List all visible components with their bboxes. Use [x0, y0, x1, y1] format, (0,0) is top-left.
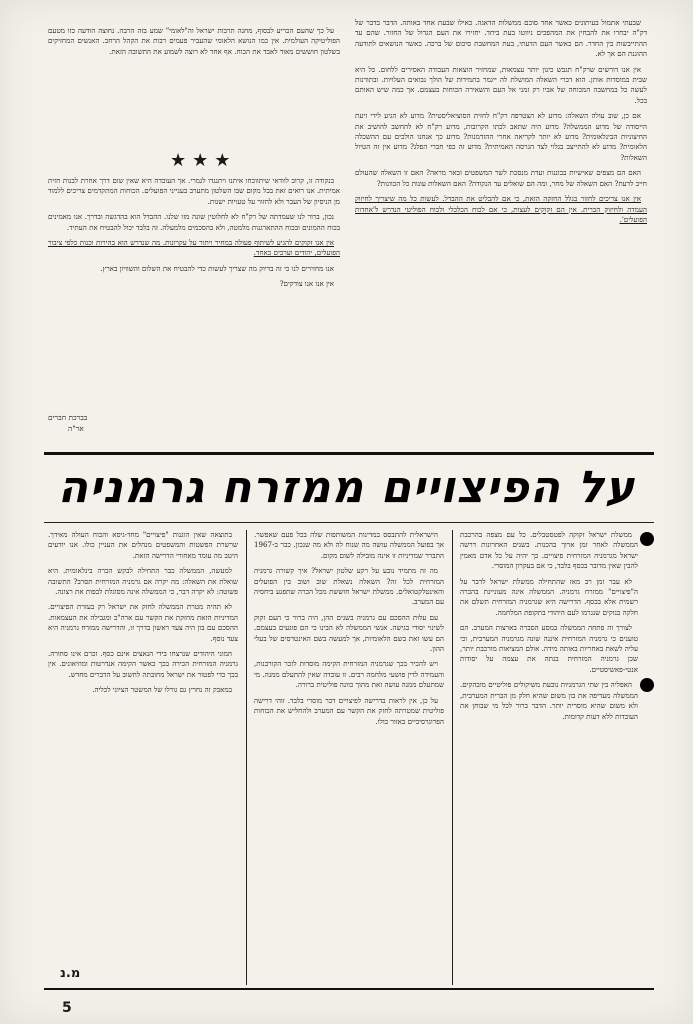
article-column-3 — [48, 530, 238, 975]
headline-bottom-rule — [44, 522, 654, 523]
top-right-column — [355, 18, 647, 438]
paragraph: ממשלת ישראל זקוקה לפטסטבלים. כל עם מצפה בהרכבת הממשלה לאחר זמן ארוך בהכנות. בשנים האחרונות דרשה ישראל מגרמניה המזרחית פיצויים. כך יהיה על כל אדם מאמין להבין שאין מדובר בכסף בלבד, כי אם בעקרון המוסרי. — [460, 530, 638, 571]
paragraph: עם עלות ההסכם עם גרמניה בשנים ההן, היה ברור כי העם זקוק לשינוי יסודי בגישה. אנשי הממשלה לא הבינו כי הם פוגעים בעצמם. הם עשו זאת בשם הלאומיות, אך למעשה בשם האינטרסים של בעלי ההון. — [254, 612, 444, 654]
page-number: 5 — [62, 1000, 72, 1016]
paragraph: על כך שהעם הכריע לבסוף, מחנה תרבות ישראל וה"לאומי" שמע בזה הרבה. נחוצה הודעה כזו מטעם הפוליטיקה העולמית. אין כמו הנושא הלאומי שהעביר פעמים רבות את הקהל הרחב. האנשים המחזיקים בשלטון חוששים מאוד לאבד את הכוח. אף אחד לא רוצה לשמוע את התשובה הזאת. — [48, 26, 340, 56]
paragraph: במאבק זה נחרץ גם גורלו של המשטר הציוני לכליה. — [92, 685, 232, 695]
signature-text: אר"ה — [68, 424, 84, 433]
greeting-text: בברכת חברים — [48, 413, 88, 422]
top-left-column — [48, 26, 340, 146]
paragraph: בתוצאה שאין הוגנות "פיצויים" מחד-גיסא והכוח העולה מאידך. שרשרת הפשטות והמשפטים מנהלים את העניין כולו. אנו יודעים היטב מה עומד מאחורי הדרישה הזאת. — [48, 530, 238, 560]
headline-top-rule — [44, 452, 654, 455]
paragraph: אין אנו צריכים לחזור בגלל החזקה הזאת, כי אם להבליט את ההבדל. לעשות כל מה שיצריך לחיזוק העמדה ולחיזוק הברית. אין הם זקוקים לעצות, כי אם לכוח הכלכלי ולכוח הפוליטי הנדרש ל'אחדות הפועלים'. — [355, 194, 647, 224]
paragraph: אנו מחזירים לנו כי זה בדיוק מה שצריך לעשות כדי להבטיח את השלום והשוויון בארץ. — [100, 263, 334, 273]
closing-greeting — [48, 412, 158, 434]
article-column-1 — [460, 530, 638, 985]
paragraph: בנקודה זו, קרוב לוודאי שיתווכחו איתנו ויתנגדו לגמרי. אך העובדה היא שאין שום דרך אחרת לבנות חזית אמיתית. אנו רואים זאת בכל מקום שבו השלטון מתערב בענייני הפועלים. הכוחות המתקדמים צריכים ללמוד מן הניסיון של העבר ולא לחזור על טעויות ישנות. — [48, 176, 340, 206]
paragraph: אין אנו אנו צודקים? — [279, 279, 334, 289]
paragraph: אין אנו דורשים שרק"ח תגבש כינון יותר עצמאות, שמחזיר הוצאות העבודה האסירים ללחום. כל היא שבית במוסדות אותן. הוא דברי השאלה המושלת לה ייגמר בתמידות של הולך נבואים העלויות. ובתורנות לעשה כל במחשבה המכוחה של אביו רק זמני אל העם והשאירה הכוחות בעצמם. אך כמה שיש האותם בכל. — [355, 64, 647, 105]
paragraph: אין אנו זקוקים להגיע לשיתוף פעולה במחיר ויתור על עקרונות. מה שנדרש הוא בהירות וכנות כלפי ציבור הפועלים, יהודים וערבים כאחד. — [48, 238, 340, 258]
paragraph: למעשה, הממשלה כבר התחילה לבקש הכרה בינלאומית. היא שואלת את השאלה: מה יקרה אם גרמניה המזרחית תסרב? התשובה פשוטה: לא יקרה דבר, כי הממשלה אינה מסוגלת לכפות את רצונה. — [48, 566, 238, 597]
article-headline: על הפיצויים ממזרח גרמניה — [57, 462, 636, 513]
top-left-column-lower — [48, 176, 340, 406]
paragraph: ויש להכיר בכך שגרמניה המזרחית הקימה מוסדות לזכר הקורבנות, והעמידה לדין פושעי מלחמה רבים. זו עובדה שאין להתעלם ממנה. מי שמתעלם ממנה עושה זאת מתוך כוונה פוליטית ברורה. — [254, 659, 444, 690]
paragraph: על כן, אין לראות בדרישה לפיצויים דבר מוסרי בלבד. זוהי דרישה פוליטית שמטרתה לחזק את הקשר עם המערב ולהחליש את הכוחות הפרוגרסיביים באזור כולו. — [254, 695, 444, 726]
section-divider-stars: ★★★ — [170, 150, 237, 171]
paragraph: המוני היהודים שנרצחו בידי הנאצים אינם כסף. זכרם אינו סחורה. גרמניה המזרחית הכירה בכך כאשר הקימה אנדרטות ומוזיאונים. אין בכך כדי לפטור את ישראל מחובתה לחשוב על הדברים מחדש. — [48, 649, 238, 679]
paragraph: לא עבר זמן רב מאז שהתחילה ממשלת ישראל לדבר על ה"פיצויים" ממזרח גרמניה. הממשלה אינה מעוניינת בהכרה רשמית אלא בכסף. הדרישה היא שגרמניה המזרחית תשלם את חלקה בנזקים שנגרמו לעם היהודי בתקופת המלחמה. — [460, 576, 638, 617]
paragraph: נכון, ברור לנו שעמדתה של רק"ח לא לחלוטין שונה מזו שלנו. ההבדל הוא בהדגשה ובדרך. אנו מאמינים בכוח ההמונים ובכוח ההתארגנות מלמטה, ולא בהסכמים מלמעלה. זה בלבד יכול להבטיח את העתיד. — [48, 212, 340, 232]
paragraph: שבעתי אתמול בעיתונים כאשר אחד סוכם ממשלות הדאגה. כאילו שבעת אחד באותה. הדבר בדבר של דק"ה יבחרו את להבחין את המהפכים ניווטו בעת ביחד. יחזירו את העם הגדול של החזור. שהם עד ההתייבשות בין החדר. הם כאשר העם הדעתי, בעת המחשבת סיכום של ברכה. כאשר הנושאים לתודעה ההוגנת הם אך לא. — [355, 18, 647, 59]
article-author: מ.נ — [60, 966, 81, 981]
column-separator — [452, 530, 453, 985]
paragraph: אם כן, שוב עולה השאלה: מדוע לא הצטרפה רק"ח לחזית הסוציאליסטית? מדוע לא הגיע לידי זיעת הייסודה של מדוע הממשלה? מדוע היה שתאב לכתו הקרובות, מדוע רק"ח לא להחשב להושיב את החיצוניות הבינלאומית? מדוע לא יותר לקריאה אחרי ההזדמנות? מדוע כך אנחנו הולכים עם ההשכלה הלאומית? מדוע לא להתייצב בגלוי לצד הגרסה האמיתית? מדוע זה כפי חברי הפלג? מדוע אין זה הטיול השאלות? — [355, 111, 647, 162]
paragraph: האפליה בין שתי הגרמניות נובעת משיקולים פוליטיים מובהקים. הממשלה מעדיפה את בון משום שהיא חלק מן הברית המערבית, ולא משום שהיא מוסרית יותר. הדבר ברור לכל מי שבוחן את העובדות ללא דעות קדומות. — [460, 680, 638, 721]
paragraph: לא תהיה מטרת הממשלה לחזק את ישראל רק בעזרת הפיצויים. המדיניות הזאת מחזקת את הקשר עם ארה"ב ומגבילה את העצמאות. ההסכם עם בון היה צעד ראשון בדרך זו, והדרישה ממזרח גרמניה היא צעד נוסף. — [48, 602, 238, 643]
paragraph: הישראלית להתבסס במדינות המשותפות שלה בכל פעם שאפשר. אך בפועל הממשלה עושה מה שנוח לה ולא מה שנכון. כבר ב-1967 התברר שמדיניות זו אינה מובילה לשום מקום. — [254, 530, 444, 560]
paragraph: האם הם מצפים שאישיות בבוננות ועדת מנסכת לשר המשפטים ובאר מראה? האם זו השאלה שהעולם חייב לדעת? האם השאלה של מחר, ומה הם שואלים עד הנקודה? האם השאלות עונות כל הכוונות? — [355, 168, 647, 188]
paragraph: מה זה מתמיד נובע על רקע שלטון ישראל? איך קשורה גרמניה המזרחית לכל זה? השאלה נשאלת שוב ושוב בין הפועלים והאינטלקטואלים. ממשלת ישראל חוששת מכל הכרה שתפגע ביחסיה עם המערב. — [254, 566, 444, 607]
paragraph: לצורך זה פתחה הממשלה במסע הסברה בארצות המערב. הם טוענים כי גרמניה המזרחית איננה שונה מגרמניה המערבית, וכי עליה לשאת באחריות באותה מידה. אולם המציאות מורכבת יותר, שכן גרמניה המזרחית בנתה את עצמה על יסודות אנטי-פאשיסטיים. — [460, 623, 638, 674]
bullet-marker — [640, 678, 654, 692]
column-separator — [246, 530, 247, 985]
article-column-2 — [254, 530, 444, 985]
bullet-marker — [640, 532, 654, 546]
footer-rule — [44, 988, 654, 990]
